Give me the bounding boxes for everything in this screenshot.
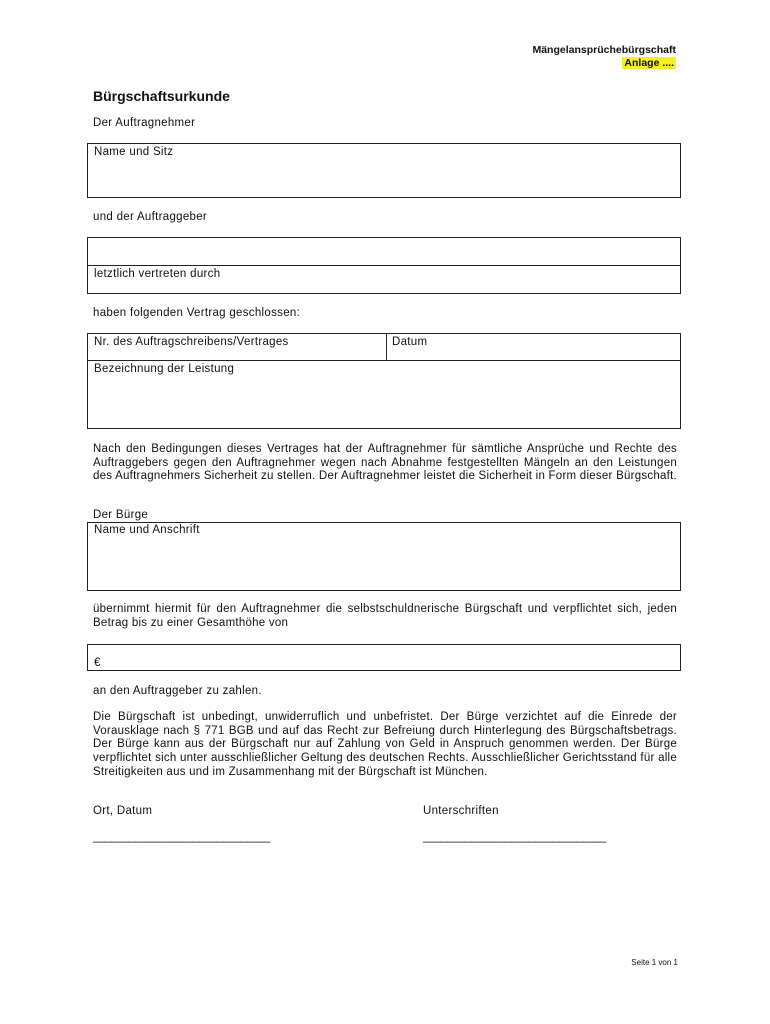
terms-paragraph: Die Bürgschaft ist unbedingt, unwiderruflich und unbefristet. Der Bürge verzichtet auf die Einrede der Vorausklage nach § 771 BGB und auf das Recht zur Befreiung durch Hinterlegung des Bürgschaftsbetrags. Der Bürge kann aus der Bürgschaft nur auf Zahlung von Geld in Anspruch genommen werden. Der Bürge verpflichtet sich unter ausschließlicher Geltung des deutschen Rechts. Ausschließlicher Gerichtsstand für alle Streitigkeiten aus und im Zusammenhang mit der Bürgschaft ist München. (93, 711, 677, 778)
signatures-label: Unterschriften (423, 805, 499, 817)
undertaking-paragraph: übernimmt hiermit für den Auftragnehmer die selbstschuldnerische Bürgschaft und verpflichtet sich, jeden Betrag bis zu einer Gesamthöhe von (93, 603, 677, 629)
currency-symbol: € (94, 657, 101, 669)
header-doc-type: Mängelansprüchebürgschaft (532, 44, 676, 56)
client-name-field[interactable] (87, 237, 681, 266)
contract-number-field[interactable] (386, 334, 387, 360)
contractor-intro: Der Auftragnehmer (93, 117, 196, 129)
pay-to-text: an den Auftraggeber zu zahlen. (93, 685, 262, 697)
document-header (532, 44, 676, 70)
header-attachment-label: Anlage .... (624, 57, 674, 69)
contract-intro: haben folgenden Vertrag geschlossen: (93, 307, 301, 319)
contractor-name-field[interactable] (87, 143, 681, 198)
page-number: Seite 1 von 1 (631, 958, 678, 967)
service-description-field[interactable] (87, 360, 681, 429)
document-title: Bürgschaftsurkunde (93, 88, 230, 104)
guarantor-field-label: Name und Anschrift (94, 524, 200, 536)
contract-number-label: Nr. des Auftragschreibens/Vertrages (94, 336, 289, 348)
contractor-name-label: Name und Sitz (94, 146, 174, 158)
place-date-signature-line[interactable]: ______________________________ (93, 831, 270, 843)
contract-date-label: Datum (392, 336, 428, 348)
contract-row (87, 333, 681, 361)
guarantor-intro: Der Bürge (93, 509, 149, 521)
place-date-label: Ort, Datum (93, 805, 153, 817)
guarantor-field[interactable] (87, 522, 681, 591)
amount-field[interactable] (87, 644, 681, 671)
signatures-signature-line[interactable]: _______________________________ (423, 831, 606, 843)
client-represented-field[interactable] (87, 265, 681, 294)
client-intro: und der Auftraggeber (93, 211, 208, 223)
client-represented-label: letztlich vertreten durch (94, 268, 221, 280)
service-description-label: Bezeichnung der Leistung (94, 363, 235, 375)
conditions-paragraph: Nach den Bedingungen dieses Vertrages hat der Auftragnehmer für sämtliche Ansprüche und Rechte des Auftraggebers gegen den Auftragnehmer wegen nach Abnahme festgestellten Mängeln an den Leistungen des Auftragnehmers Sicherheit zu stellen. Der Auftragnehmer leistet die Sicherheit in Form dieser Bürgschaft. (93, 443, 677, 483)
